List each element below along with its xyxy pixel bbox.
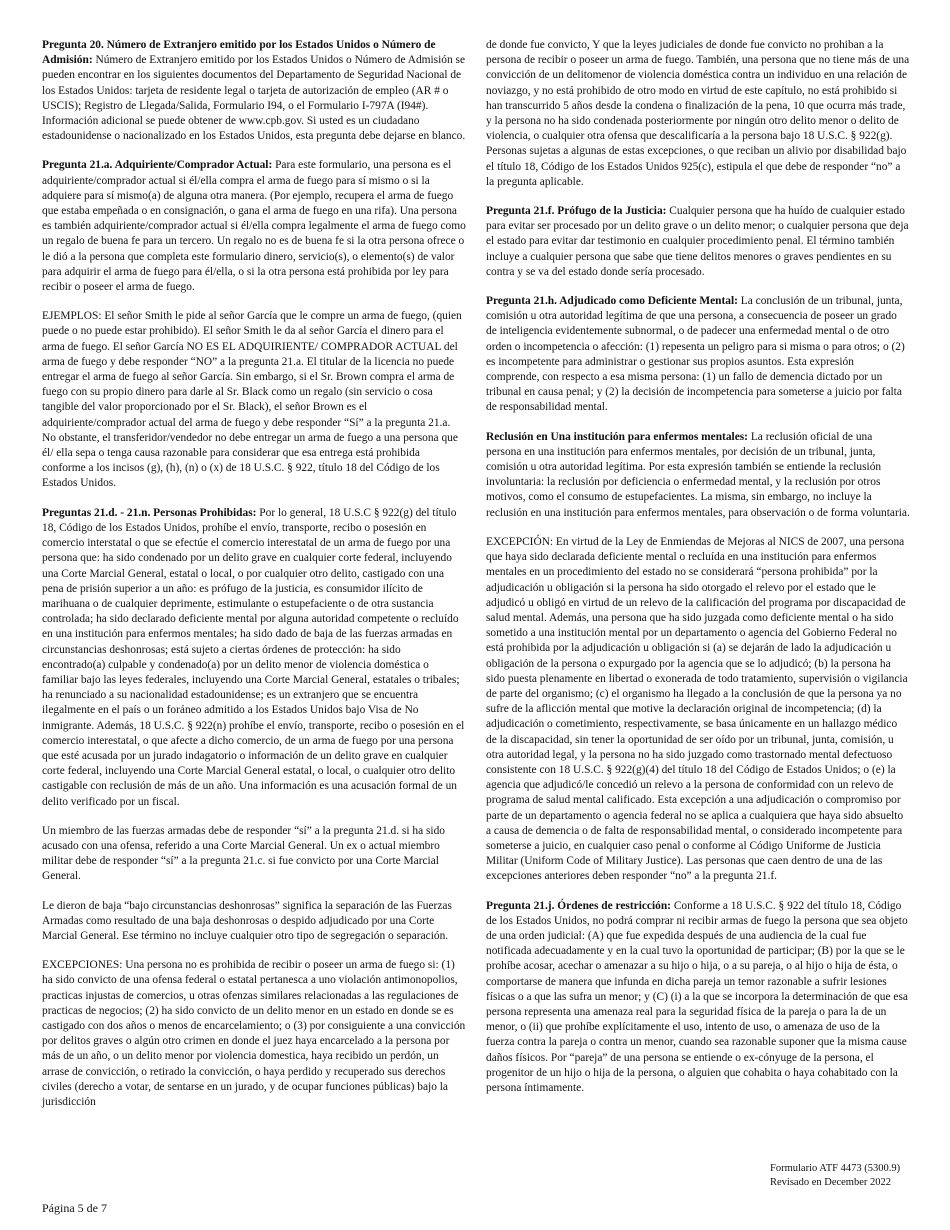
paragraph-pregunta-21h xyxy=(486,294,910,416)
paragraph-text: Por lo general, 18 U.S.C § 922(g) del título 18, Código de los Estados Unidos, prohíbe el envío, transporte, recibo o posesión en comercio interstatal o que se efectúe el comercio interestatal de un arma de fuego por una persona que: ha sido condenado por un delito grave en cualquier corte federal, incluyendo una Corte Marcial General, estatal o local, o por cualquier otro delito, castigado con una pena de prisión superior a un año: es prófugo de la justicia, es consumidor ilícito de marihuana o de cualquier deprimente, estimulante o estupefaciente o de otra sustancia controlada; ha sido declarado deficiente mental por alguna autoridad competente o recluído en una institución para enfermos mentales; ha sido dado de baja de las fuerzas armadas en circunstancias deshonrosas; está sujeto a ciertas órdenes de protección: ha sido encontrado(a) culpable y condenado(a) por un delito menor de violencia doméstica o familiar bajo las leyes federales, incluyendo una Corte Marcial General, estatales o tribales; ha renunciado a su nacionalidad estadounidense; es un extranjero que se encuentra ilegalmente en el país o un foráneo admitido a los Estados Unidos bajo Visa de No inmigrante. Además, 18 U.S.C. § 922(n) prohíbe el envío, transporte, recibo o posesión en el comercio interestatal, o que afecte a dicho comercio, de un arma de fuego por una persona que esté acusada por un jurado indagatorio o información de un delito grave en cualquier corte federal, incluyendo una Corte Marcial General estatal, o local, o cualquier otro delito castigable con reclusión de más de un año. Una información es una acusación formal de un delito verificado por un fiscal. xyxy=(42,506,465,808)
paragraph-text: Cualquier persona que ha huído de cualquier estado para evitar ser procesado por un delito grave o un delito menor; o cualquier persona que deja el estado para evitar dar testimonio en cualquier procedimiento penal. El término también incluye a cualquier persona que sabe que tiene delitos menores o graves pendientes en su contra y se va del estado donde sería procesado. xyxy=(486,205,909,278)
left-column xyxy=(42,38,466,1124)
paragraph-heading: Pregunta 21.f. Prófugo de la Justicia: xyxy=(486,205,667,218)
revision-date: Revisado en December 2022 xyxy=(770,1177,892,1188)
paragraph-text: Le dieron de baja “bajo circunstancias deshonrosas” significa la separación de las Fuerzas Armadas como resultado de una baja deshonrosas o despido adjudicado por una Corte Marcial General. Ese término no incluye cualquier otro tipo de segregación o separación. xyxy=(42,899,452,942)
paragraph-text: La conclusión de un tribunal, junta, comisión u otra autoridad legítima de que una persona, a consecuencia de poseer un grado de inteligencia evidentemente subnormal, o de padecer una enfermedad mental o de otro orden o incompetencia o afección: (1) repesenta un peligro para si misma o para otros; o (2) es incompetente para administrar o gestionar sus propios asuntos. Esta expresión comprende, con respecto a esa misma persona: (1) un fallo de demencia dictado por un tribunal en causa penal; y (2) la decisión de incompetencia para someterse a juicio por falta de responsabilidad mental. xyxy=(486,295,905,414)
paragraph-heading: Pregunta 20. Número de Extranjero emitido por los Estados Unidos o Número de Admisión: xyxy=(42,39,436,67)
paragraph-text: La reclusión oficial de una persona en una institución para enfermos mentales, por decisión de un tribunal, junta, comisión u otra autoridad legítima. Por esta expresión también se entiende la reclusión involuntaria: la reclusión por deficiencia o enfermedad mental, y la reclusión por otros motivos, como el consumo de estupefacientes. La misma, sin embargo, no incluye la reclusión en una institución para enfermos mentales, para observación o de forma voluntaria. xyxy=(486,430,910,519)
paragraph-text: Un miembro de las fuerzas armadas debe de responder “sí” a la pregunta 21.d. si ha sido acusado con una ofensa, referido a una Corte Marcial General. Un ex o actual miembro militar debe de responder “sí” a la pregunta 21.c. si fue convicto por una Corte Marcial General. xyxy=(42,824,445,883)
paragraph-baja-deshonrosa xyxy=(42,899,466,945)
page-number: Página 5 de 7 xyxy=(42,1201,107,1215)
paragraph-text: Para este formulario, una persona es el adquiriente/comprador actual si él/ella compra el arma de fuego para sí mismo o si la adquiere para sí mismo(a) de alguna otra manera. (Por ejemplo, recupera el arma de fuego que estaba empeñada o en consignación, o gana el arma de fuego en una rifa). Una persona es también adquiriente/comprador actual si él/ella compra legalmente el arma de fuego como un regalo de buena fe para un tercero. Un regalo no es de buena fe si la otra persona ofrece o le dió a la persona que completa este formulario dinero, servicio(s), o elemento(s) de valor para adquirir el arma de fuego para él/ella, o si la otra persona está prohibida por ley para recibir o poseer el arma de fuego. xyxy=(42,159,466,294)
form-number: Formulario ATF 4473 (5300.9) xyxy=(770,1163,901,1174)
paragraph-fuerzas-armadas xyxy=(42,824,466,885)
paragraph-text: EJEMPLOS: El señor Smith le pide al señor García que le compre un arma de fuego, (quien puede o no puede estar prohibido). El señor Smith le da al señor García el dinero para el arma de fuego. El señor García NO ES EL ADQUIRIENTE/ COMPRADOR ACTUAL del arma de fuego y debe responder “NO” a la pregunta 21.a. El titular de la licencia no puede entregar el arma de fuego al señor García. Sin embargo, si el Sr. Brown compra el arma de fuego con su propio dinero para darle al Sr. Black como un regalo (sin servicio o cosa tangible del valor proporcionado por el Sr. Black), el señor Brown es el adquiriente/comprador actual del arma de fuego y debe responder “Sí” a la pregunta 21.a. No obstante, el transferidor/vendedor no debe entregar un arma de fuego a una persona que él/ ella sepa o tenga causa razonable para considerar que esa entrega está prohibida conforme a los incisos (g), (h), (n) o (x) de 18 U.S.C. § 922, título 18 del Código de los Estados Unidos. xyxy=(42,310,462,490)
paragraph-heading: Pregunta 21.j. Órdenes de restricción: xyxy=(486,899,671,912)
paragraph-pregunta-20 xyxy=(42,38,466,144)
paragraph-text: de donde fue convicto, Y que la leyes judiciales de donde fue convicto no prohiban a la persona de recibir o poseer un arma de fuego. También, una persona que no tiene más de una convicción de un delitomenor de violencia doméstica contra un individuo en una relación de noviazgo, y no está prohibido de otro modo en virtud de este capítulo, no está prohibido si han transcurrido 5 años desde la condena o finalización de la pena, 10 que ocurra más trade, y la persona no ha sido condenada posteriormente por ningún otro delito menor o delito de violencia, o cualquier otra ofensa que descalificaría a la persona bajo 18 U.S.C. § 922(g). Personas sujetas a algunas de estas excepciones, o que reciban un alivio por disabilidad bajo el título 18, Código de los Estados Unidos 925(c), estipula el que debe de responder “no” a la pregunta aplicable. xyxy=(486,39,910,188)
paragraph-pregunta-21f xyxy=(486,204,910,280)
paragraph-personas-prohibidas xyxy=(42,506,466,810)
paragraph-ejemplos xyxy=(42,309,466,491)
right-column xyxy=(486,38,910,1110)
paragraph-heading: Pregunta 21.a. Adquiriente/Comprador Actual: xyxy=(42,159,273,172)
paragraph-excepcion-nics xyxy=(486,535,910,885)
paragraph-heading: Preguntas 21.d. - 21.n. Personas Prohibidas: xyxy=(42,506,257,519)
paragraph-reclusion xyxy=(486,430,910,521)
paragraph-excepciones xyxy=(42,958,466,1110)
paragraph-heading: Reclusión en Una institución para enfermos mentales: xyxy=(486,430,748,443)
paragraph-pregunta-21a xyxy=(42,158,466,295)
paragraph-heading: Pregunta 21.h. Adjudicado como Deficiente Mental: xyxy=(486,295,738,308)
paragraph-text: Conforme a 18 U.S.C. § 922 del título 18, Código de los Estados Unidos, no podrá comprar ni recibir armas de fuego la persona que sea objeto de una orden judicial: (A) que fue expedida después de una audiencia de la cual fue notificada adecuadamente y en la cual tuvo la oportunidad de participar; (B) por la que se le prohíbe acosar, acechar o amenazar a su hijo o hija, o a su pareja, o al hijo o hija de ésta, o comportarse de manera que infunda en dicha pareja un temor razonable a sufrir lesiones físicas o a que las sufra un menor; y (C) (i) a la que se incorpora la determinación de que esa persona representa una amenaza real para la seguridad física de la pareja o para la de un menor, o (ii) que prohíbe explícitamente el uso, intento de uso, o amenaza de uso de la fuerza contra la pareja o contra un menor, cuando sea razonable suponer que la misma cause daños físicos. Por “pareja” de una persona se entiende o ex-cónyuge de la persona, el progenitor de un hijo o hija de la persona, o alguien que cohabita o haya cohabitado con la persona íntimamente. xyxy=(486,899,908,1094)
paragraph-text: EXCEPCIÓN: En virtud de la Ley de Enmiendas de Mejoras al NICS de 2007, una persona que haya sido declarada deficiente mental o recluída en una institución para enfermos mentales en un procedimiento del estado no se considerará “persona prohibida” por la adjudicación u obligación si la persona ha sido otorgado el relevo por el estado que le adjudicó u obligó en virtud de un relevo de la calificación del programa por discapacidad de salud mental. Además, una persona que ha sido juzgada como deficiente mental o ha sido sometido a una institución mental por un departamento o agencia del Gobierno Federal no está prohibida por la adjudicación u obligación si (a) se dejarán de lado la adjudicación u obligación de la persona o expurgado por la agencia que se lo adjudicó; (b) la persona ha sido puesta plenamente en libertad o exonerada de todo tratamiento, supervisión o vigilancia de parte del organismo; (c) el organismo ha llegado a la conclusión de que la persona ya no sufre de la aflicción mental que motive la declaración original de incompetencia; (d) la adjudicación o cometimiento, respectivamente, se basa únicamente en un hallazgo médico de la discapacidad, sin tener la oportunidad de ser oído por un tribunal, junta, comisión, u otra autoridad legal, y la persona no ha sido juzgado como trastornado mental defectuoso consistente con 18 U.S.C. § 922(g)(4) del título 18 del Código de Estados Unidos; o (e) la agencia que adjudicó/le concedió un relevo a la persona de conformidad con un relevo de programa de salud mental calificado. Esta excepción a una adjudicación o compromiso por parte de un departamento o agencia federal no se aplica a cualquiera que haya sido absuelto a causa de demencia o de falta de responsabilidad mental, o considerado incompetente para someterse a juicio, en cualquier caso penal o conforme al Código Uniforme de Justicia Militar (Uniform Code of Military Justice). Las personas que caen dentro de una de las excepciones anteriores deben responder “no” a la pregunta 21.f. xyxy=(486,535,908,883)
paragraph-pregunta-21j xyxy=(486,899,910,1097)
form-identifier xyxy=(770,1162,900,1190)
paragraph-text: EXCEPCIONES: Una persona no es prohibida de recibir o poseer un arma de fuego si: (1) ha sido convicto de una ofensa federal o estatal pertanesca a uno violación antimonopolios, practicas injustas de comercios, u otras ofenzas similares relacionadas a las regulaciones de practicas de negocios; (2) ha sido convicto de un delito menor en un estado en donde se es castigado con dos años o menos de encarcelamiento; o (3) por consiguiente a una convicción por delitos graves o algún otro crimen en donde el juez haya encarcelado a la persona por más de un año, o un delito menor por violencia domestica, haya recibido un perdón, un arrase de convicción, o retirado la convicción, o haya perdido y recuperado sus derechos civiles (derecho a votar, de sentarse en un jurado, y de ocupar funciones públicas) bajo la jurisdicción xyxy=(42,959,466,1108)
paragraph-excepciones-continued xyxy=(486,38,910,190)
paragraph-text: Número de Extranjero emitido por los Estados Unidos o Número de Admisión se pueden encontrar en los siguientes documentos del Departamento de Seguridad Nacional de los Estados Unidos: tarjeta de residente legal o tarjeta de autorización de empleo (AR # o USCIS); Registro de Llegada/Salida, Formulario I94, o el Formulario I-797A (I94#). Información adicional se puede obtener de www.cpb.gov. Si usted es un ciudadano estadounidense o nacionalizado en los Estados Unidos, esta pregunta debe dejarse en blanco. xyxy=(42,54,466,143)
